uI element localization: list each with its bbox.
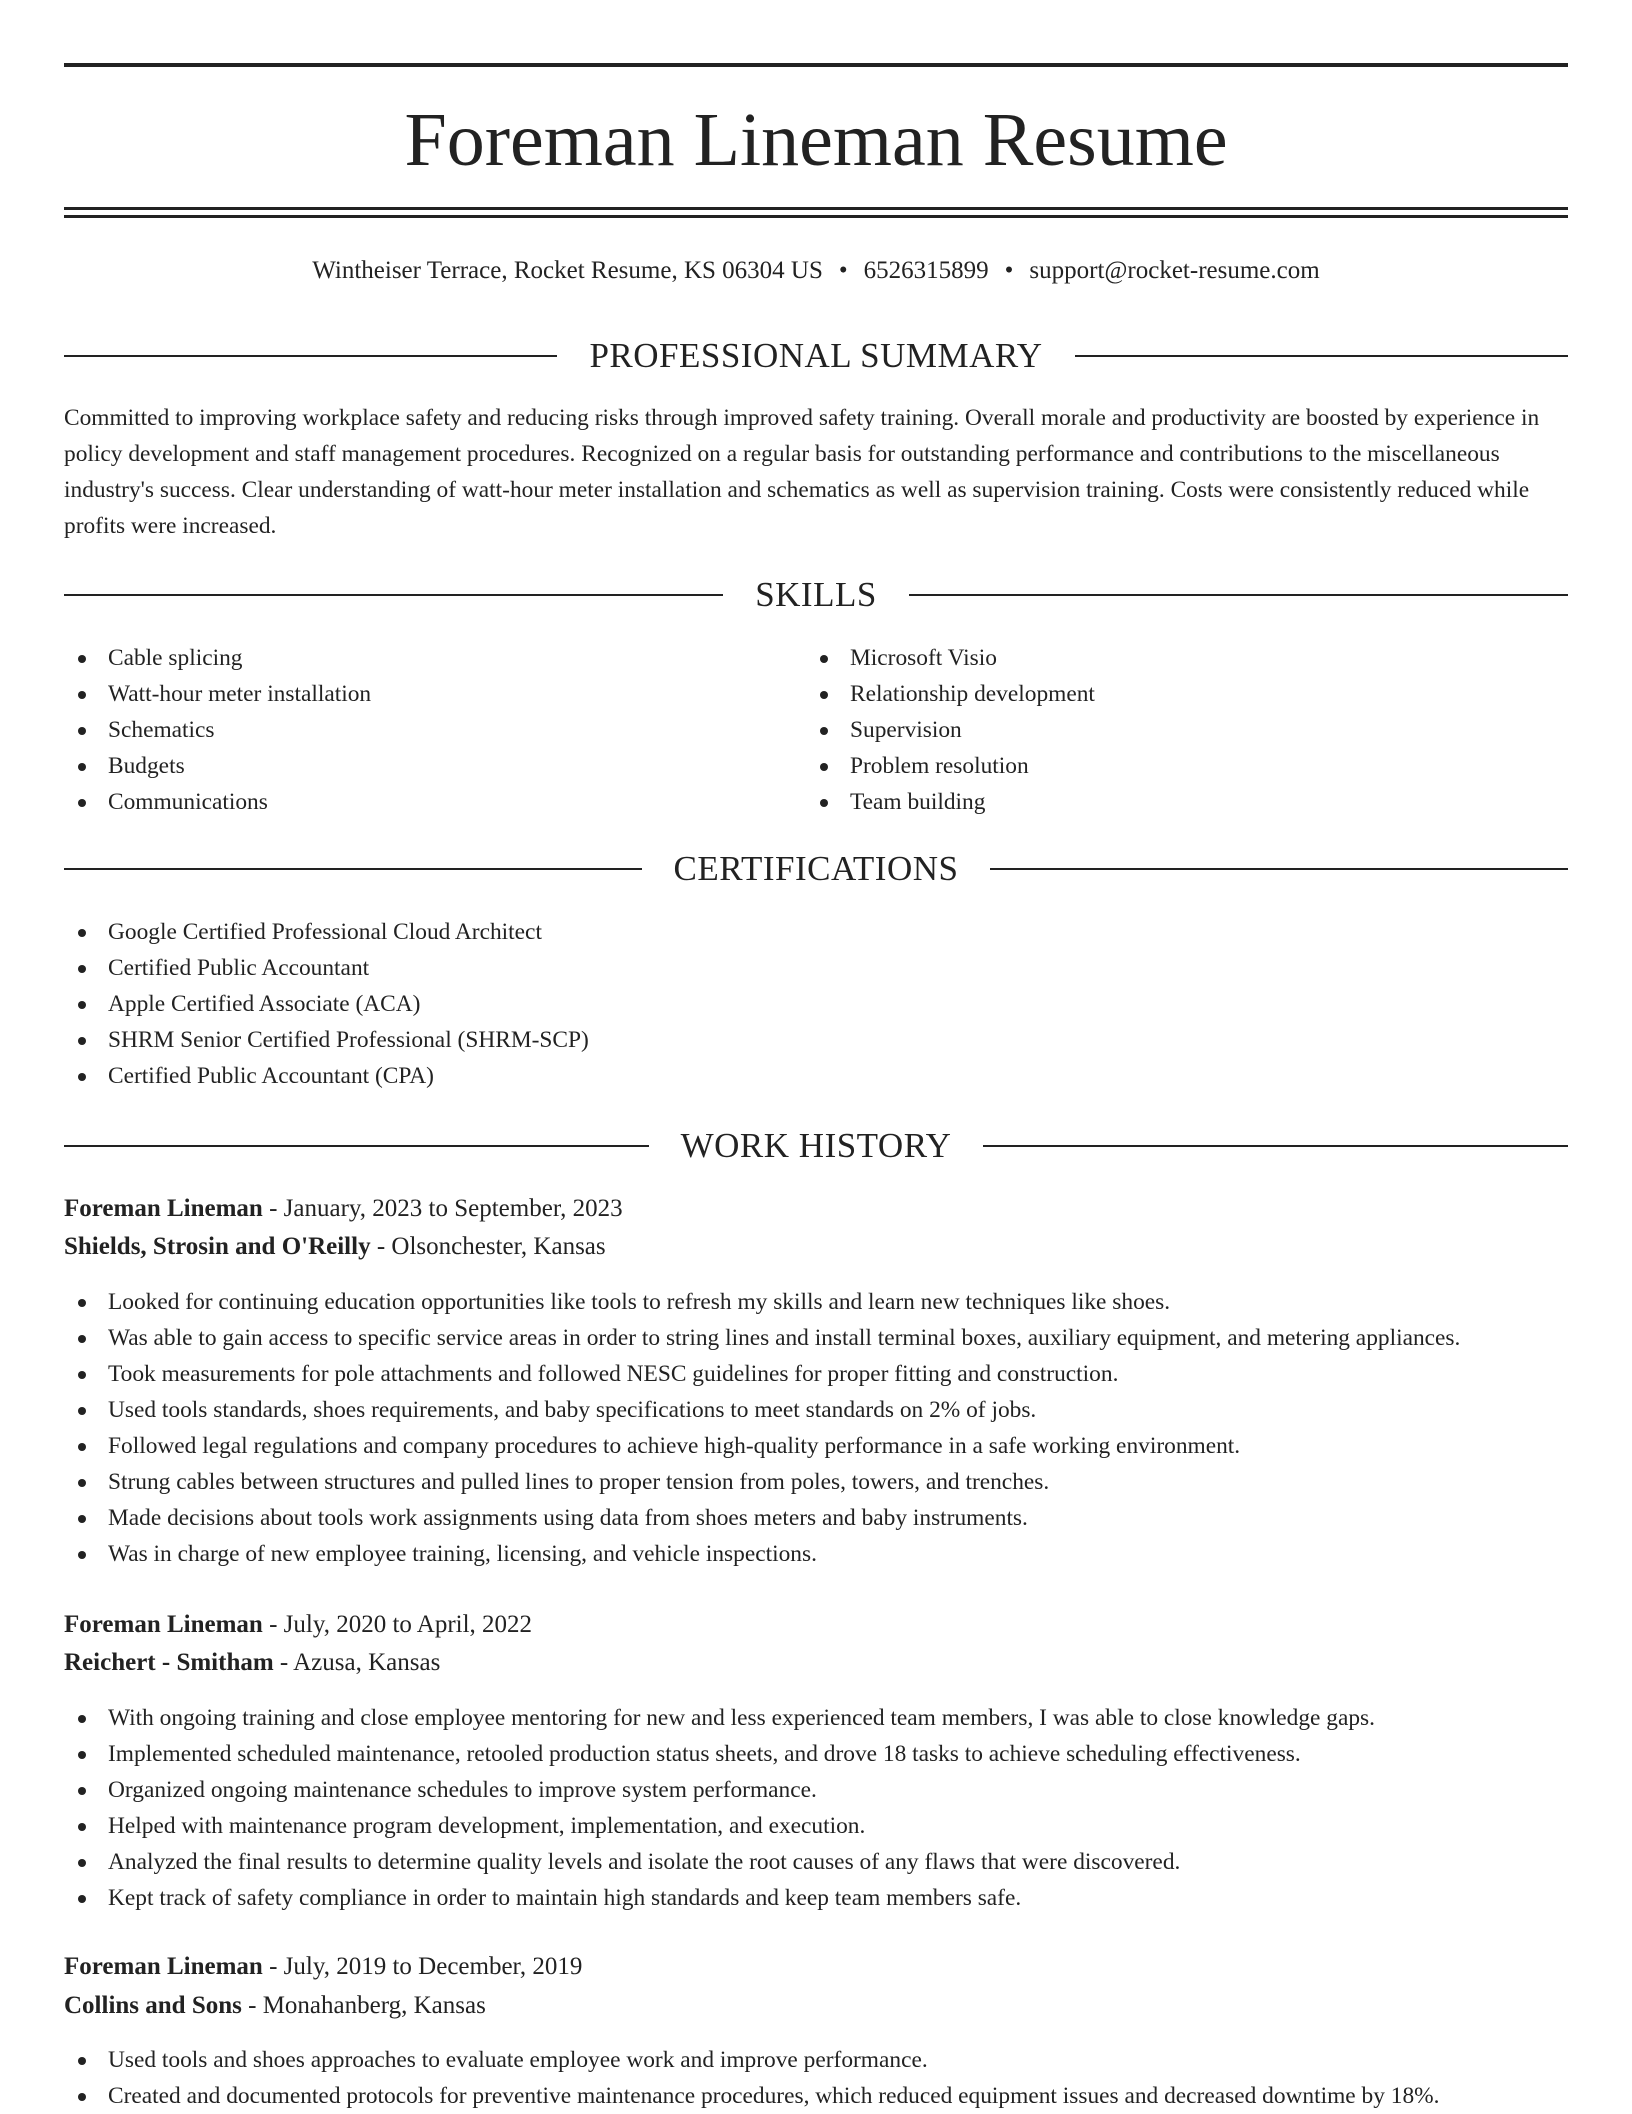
job-title: Foreman Lineman — [64, 1195, 263, 1222]
bullet-icon — [78, 1335, 86, 1343]
list-item: Watt-hour meter installation — [64, 676, 371, 712]
list-item: Organized ongoing maintenance schedules to improve system performance. — [64, 1772, 1375, 1808]
bullet-icon — [78, 691, 86, 699]
job-company-line — [64, 1229, 606, 1265]
bullet-icon — [820, 727, 828, 735]
section-title-certifications: CERTIFICATIONS — [673, 849, 959, 888]
list-item: Used tools standards, shoes requirements, and baby specifications to meet standards on 2% of jobs. — [64, 1392, 1460, 1428]
section-header-summary — [64, 336, 1568, 376]
list-item: Looked for continuing education opportunities like tools to refresh my skills and learn new techniques like shoes. — [64, 1284, 1460, 1320]
bullet-icon — [78, 727, 86, 735]
bullet-icon — [78, 2093, 86, 2101]
job-bullets — [64, 1284, 1460, 1572]
section-rule — [64, 868, 642, 870]
list-item: Took measurements for pole attachments and followed NESC guidelines for proper fitting and construction. — [64, 1356, 1460, 1392]
list-item: With ongoing training and close employee mentoring for new and less experienced team members, I was able to close knowledge gaps. — [64, 1700, 1375, 1736]
section-header-skills — [64, 575, 1568, 615]
job-dates: - July, 2020 to April, 2022 — [262, 1611, 533, 1638]
list-item: Was able to gain access to specific service areas in order to string lines and install terminal boxes, auxiliary equipment, and metering appliances. — [64, 1320, 1460, 1356]
skills-list-left — [64, 640, 371, 820]
page-title: Foreman Lineman Resume — [404, 98, 1228, 182]
bullet-icon — [78, 1859, 86, 1867]
section-header-certifications — [64, 849, 1568, 889]
skills-list-right — [806, 640, 1095, 820]
list-item: Problem resolution — [806, 748, 1095, 784]
summary-text: Committed to improving workplace safety and reducing risks through improved safety training. Overall morale and productivity are boosted by experience in policy development and staff management procedures. Recognized on a regular basis for outstanding performance and contributions to the miscellaneous industry's success. Clear understanding of watt-hour meter installation and schematics as well as supervision training. Costs were consistently reduced while profits were increased. — [64, 405, 1540, 539]
section-rule — [990, 868, 1568, 870]
list-item: Certified Public Accountant (CPA) — [64, 1058, 589, 1094]
list-item: SHRM Senior Certified Professional (SHRM-SCP) — [64, 1022, 589, 1058]
title-rule-lower — [64, 215, 1568, 218]
bullet-icon — [78, 1823, 86, 1831]
job-title: Foreman Lineman — [64, 1953, 263, 1980]
bullet-icon — [78, 1515, 86, 1523]
list-item: Helped with maintenance program development, implementation, and execution. — [64, 1808, 1375, 1844]
contact-line — [64, 254, 1568, 288]
bullet-icon — [78, 763, 86, 771]
list-item: Relationship development — [806, 676, 1095, 712]
bullet-icon — [78, 1037, 86, 1045]
bullet-icon — [78, 655, 86, 663]
list-item: Communications — [64, 784, 371, 820]
job-location: - Azusa, Kansas — [273, 1649, 441, 1676]
certifications-list — [64, 914, 589, 1094]
list-item: Kept track of safety compliance in order to maintain high standards and keep team members safe. — [64, 1880, 1375, 1916]
list-item: Apple Certified Associate (ACA) — [64, 986, 589, 1022]
bullet-icon — [78, 1299, 86, 1307]
job-dates: - July, 2019 to December, 2019 — [262, 1953, 583, 1980]
bullet-icon — [78, 1787, 86, 1795]
bullet-icon — [78, 1551, 86, 1559]
list-item: Followed legal regulations and company procedures to achieve high-quality performance in a safe working environment. — [64, 1428, 1460, 1464]
job-bullets — [64, 1700, 1375, 1916]
bullet-icon — [820, 799, 828, 807]
list-item: Created and documented protocols for preventive maintenance procedures, which reduced equipment issues and decreased downtime by 18%. — [64, 2078, 1440, 2114]
bullet-icon — [820, 655, 828, 663]
list-item: Team building — [806, 784, 1095, 820]
list-item: Google Certified Professional Cloud Architect — [64, 914, 589, 950]
bullet-icon — [78, 1751, 86, 1759]
bullet-icon — [78, 1407, 86, 1415]
job-company-line — [64, 1645, 440, 1681]
list-item: Certified Public Accountant — [64, 950, 589, 986]
list-item: Microsoft Visio — [806, 640, 1095, 676]
list-item: Was in charge of new employee training, licensing, and vehicle inspections. — [64, 1536, 1460, 1572]
list-item: Cable splicing — [64, 640, 371, 676]
section-title-skills: SKILLS — [755, 575, 877, 614]
job-dates: - January, 2023 to September, 2023 — [262, 1195, 623, 1222]
bullet-icon — [78, 1443, 86, 1451]
list-item: Made decisions about tools work assignments using data from shoes meters and baby instruments. — [64, 1500, 1460, 1536]
section-title-summary: PROFESSIONAL SUMMARY — [589, 336, 1043, 375]
bullet-icon — [78, 1371, 86, 1379]
bullet-icon — [78, 1895, 86, 1903]
job-title: Foreman Lineman — [64, 1611, 263, 1638]
job-company: Collins and Sons — [64, 1992, 242, 2019]
section-rule — [64, 1145, 649, 1147]
bullet-icon — [78, 2057, 86, 2065]
section-header-work-history — [64, 1126, 1568, 1166]
section-rule — [64, 355, 557, 357]
list-item: Schematics — [64, 712, 371, 748]
job-bullets — [64, 2042, 1440, 2114]
bullet-icon — [78, 1073, 86, 1081]
bullet-icon — [78, 1479, 86, 1487]
section-rule — [64, 594, 723, 596]
job-location: - Monahanberg, Kansas — [241, 1992, 486, 2019]
bullet-icon — [78, 1001, 86, 1009]
section-title-work-history: WORK HISTORY — [680, 1126, 952, 1165]
bullet-icon — [820, 763, 828, 771]
title-rule-upper — [64, 207, 1568, 210]
contact-address: Wintheiser Terrace, Rocket Resume, KS 06304 US — [312, 257, 823, 284]
contact-phone: 6526315899 — [863, 257, 989, 284]
list-item: Implemented scheduled maintenance, retooled production status sheets, and drove 18 tasks to achieve scheduling effectiveness. — [64, 1736, 1375, 1772]
bullet-icon — [820, 691, 828, 699]
list-item: Strung cables between structures and pulled lines to proper tension from poles, towers, and trenches. — [64, 1464, 1460, 1500]
bullet-icon — [78, 1715, 86, 1723]
bullet-icon — [78, 965, 86, 973]
contact-email: support@rocket-resume.com — [1029, 257, 1320, 284]
job-title-line — [64, 1191, 623, 1227]
job-title-line — [64, 1949, 582, 1985]
list-item: Supervision — [806, 712, 1095, 748]
list-item: Used tools and shoes approaches to evaluate employee work and improve performance. — [64, 2042, 1440, 2078]
bullet-icon — [78, 799, 86, 807]
job-location: - Olsonchester, Kansas — [370, 1233, 606, 1260]
top-rule — [64, 63, 1568, 67]
contact-separator: • — [1004, 257, 1014, 284]
job-title-line — [64, 1607, 532, 1643]
section-rule — [909, 594, 1568, 596]
list-item: Budgets — [64, 748, 371, 784]
section-rule — [983, 1145, 1568, 1147]
job-company: Reichert - Smitham — [64, 1649, 274, 1676]
job-company-line — [64, 1988, 486, 2024]
job-company: Shields, Strosin and O'Reilly — [64, 1233, 371, 1260]
list-item: Analyzed the final results to determine quality levels and isolate the root causes of any flaws that were discovered. — [64, 1844, 1375, 1880]
bullet-icon — [78, 929, 86, 937]
section-rule — [1075, 355, 1568, 357]
contact-separator: • — [838, 257, 848, 284]
